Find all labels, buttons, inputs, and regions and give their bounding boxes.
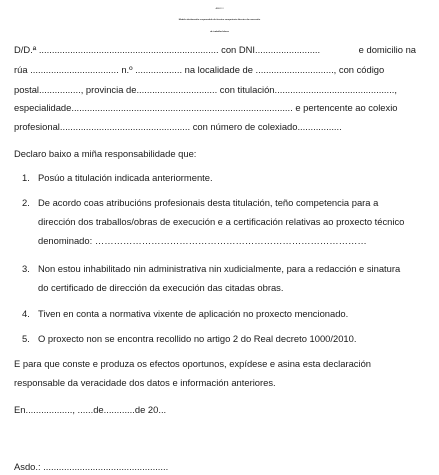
identity-line-postal[interactable]: postal................, provincia de............................... con titulación..............................................,: [14, 84, 397, 95]
item-text: Posúo a titulación indicada anteriormente.: [38, 172, 213, 183]
project-name-field[interactable]: denominado: ……………………………………………………………………………: [38, 235, 367, 246]
item-text: Non estou inhabilitado nin administrativa nin xudicialmente, para a redacción e sinatura: [38, 263, 401, 274]
item-number: 4.: [22, 308, 30, 319]
item-text: Tiven en conta a normativa vixente de aplicación no proxecto mencionado.: [38, 308, 349, 319]
annex-label: ANEXO II: [215, 8, 224, 10]
closing-line-1: E para que conste e produza os efectos oportunos, expídese e asina esta declaración: [14, 358, 372, 369]
item-text: dirección dos traballos/obras de execución e a certificación relativas ao proxecto técnico: [38, 216, 405, 227]
form-title-line-1: Modelo declaración responsable de técnico competente director da execución: [178, 19, 261, 21]
item-text: O proxecto non se encontra recollido no artigo 2 do Real decreto 1000/2010.: [38, 333, 357, 344]
place-date-field[interactable]: En.................., ......de............de 20...: [14, 404, 167, 415]
closing-line-2: responsable da veracidade dos datos e información anteriores.: [14, 377, 276, 388]
declaration-intro: Declaro baixo a miña responsabilidade que:: [14, 148, 197, 159]
item-number: 3.: [22, 263, 30, 274]
identity-line-name-text: D/D.ª ..................................................................... con DNI.........................: [14, 44, 321, 55]
item-text: De acordo coas atribucións profesionais desta titulación, teño competencia para a: [38, 197, 379, 208]
identity-line-professional[interactable]: profesional.................................................. con número de colexiado.................: [14, 121, 342, 132]
identity-line-name-tail: e domicilio na: [358, 44, 416, 55]
item-text: do certificado de dirección da execución das citadas obras.: [38, 282, 284, 293]
signature-field[interactable]: Asdo.: ................................................: [14, 461, 169, 472]
item-number: 5.: [22, 333, 30, 344]
item-number: 2.: [22, 197, 30, 208]
form-title-line-2: de traballos/obras: [210, 31, 229, 33]
identity-line-address[interactable]: rúa .................................. n.º .................. na localidade de .............................., con código: [14, 64, 385, 75]
identity-line-speciality[interactable]: especialidade..................................................................................... e pertencente ao colexio: [14, 102, 398, 113]
item-number: 1.: [22, 172, 30, 183]
identity-line-name[interactable]: [14, 44, 416, 56]
